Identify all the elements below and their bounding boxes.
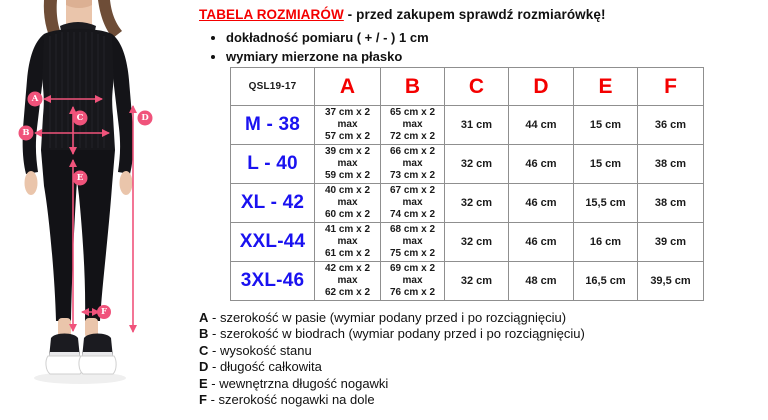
column-header-e: E [574, 68, 638, 106]
size-label: L - 40 [231, 145, 315, 184]
column-header-a: A [315, 68, 381, 106]
legend-letter: F [199, 392, 207, 408]
measurement-cell: 37 cm x 2 max 57 cm x 2 [315, 106, 381, 145]
legend-item-d [199, 359, 585, 375]
product-code-cell: QSL19-17 [231, 68, 315, 106]
sneaker-left [46, 334, 83, 375]
measurement-cell: 36 cm [638, 106, 704, 145]
notes-list [226, 28, 429, 66]
table-row [231, 184, 704, 223]
measurement-legend [199, 310, 585, 408]
measurement-cell: 32 cm [445, 145, 509, 184]
table-row [231, 262, 704, 301]
measurement-cell: 38 cm [638, 145, 704, 184]
legend-item-c [199, 343, 585, 359]
measurement-cell: 46 cm [509, 223, 574, 262]
measure-letter-c: C [76, 113, 84, 123]
column-header-b: B [381, 68, 445, 106]
measure-letter-e: E [76, 173, 84, 183]
table-row [231, 223, 704, 262]
column-header-c: C [445, 68, 509, 106]
measurement-cell: 48 cm [509, 262, 574, 301]
measure-letter-f: F [100, 307, 108, 317]
column-header-f: F [638, 68, 704, 106]
sweater-torso [40, 29, 116, 150]
column-header-d: D [509, 68, 574, 106]
table-row [231, 106, 704, 145]
measurement-cell: 15 cm [574, 106, 638, 145]
measurement-cell: 16,5 cm [574, 262, 638, 301]
legend-desc: - wewnętrzna długość nogawki [207, 375, 389, 391]
measure-badge-b [19, 126, 34, 141]
measure-badge-a [28, 92, 43, 107]
measurement-cell: 65 cm x 2 max 72 cm x 2 [381, 106, 445, 145]
legend-letter: E [199, 375, 208, 391]
size-label: XXL-44 [231, 223, 315, 262]
legend-desc: - szerokość w biodrach (wymiar podany przed i po rozciągnięciu) [208, 326, 585, 342]
measure-letter-d: D [141, 113, 149, 123]
measure-letter-b: B [22, 128, 30, 138]
size-label: M - 38 [231, 106, 315, 145]
sweater-sleeve-right [112, 34, 133, 174]
measurement-cell: 44 cm [509, 106, 574, 145]
measurement-cell: 46 cm [509, 184, 574, 223]
size-label: XL - 42 [231, 184, 315, 223]
hand-left [25, 171, 38, 195]
measurement-cell: 69 cm x 2 max 76 cm x 2 [381, 262, 445, 301]
measurement-cell: 32 cm [445, 184, 509, 223]
measurement-cell: 39 cm x 2 max 59 cm x 2 [315, 145, 381, 184]
legend-item-f [199, 392, 585, 408]
measurement-cell: 67 cm x 2 max 74 cm x 2 [381, 184, 445, 223]
measurement-cell: 16 cm [574, 223, 638, 262]
legend-letter: C [199, 342, 209, 358]
title-note: - przed zakupem sprawdź rozmiarówkę! [343, 7, 606, 22]
legend-letter: A [199, 310, 209, 325]
measurement-cell: 46 cm [509, 145, 574, 184]
legend-item-b [199, 326, 585, 342]
size-table [230, 67, 704, 301]
measure-badge-c [73, 111, 88, 126]
measurement-cell: 39 cm [638, 223, 704, 262]
legend-desc: - szerokość w pasie (wymiar podany przed i po rozciągnięciu) [208, 310, 567, 325]
measurement-cell: 39,5 cm [638, 262, 704, 301]
measurement-cell: 42 cm x 2 max 62 cm x 2 [315, 262, 381, 301]
legend-desc: - szerokość nogawki na dole [206, 392, 375, 408]
measurement-cell: 32 cm [445, 262, 509, 301]
table-row [231, 145, 704, 184]
measurement-cell: 15 cm [574, 145, 638, 184]
measurement-cell: 31 cm [445, 106, 509, 145]
legend-letter: B [199, 326, 209, 342]
measurement-cell: 32 cm [445, 223, 509, 262]
note-measurement-accuracy: • dokładność pomiaru ( + / - ) 1 cm [226, 28, 429, 47]
legend-desc: - wysokość stanu [208, 342, 312, 358]
measure-badge-d [138, 111, 153, 126]
legend-desc: - długość całkowita [208, 359, 322, 375]
page-title [199, 7, 606, 22]
hand-right [120, 171, 133, 195]
note-measured-flat: • wymiary mierzone na płasko [226, 47, 429, 66]
legend-item-a [199, 310, 585, 326]
measurement-cell: 66 cm x 2 max 73 cm x 2 [381, 145, 445, 184]
product-photo [0, 0, 180, 420]
sneaker-right [79, 334, 116, 375]
measurement-cell: 68 cm x 2 max 75 cm x 2 [381, 223, 445, 262]
measure-letter-a: A [31, 94, 39, 104]
measurement-cell: 41 cm x 2 max 61 cm x 2 [315, 223, 381, 262]
measure-badge-f [97, 305, 111, 319]
measurement-cell: 15,5 cm [574, 184, 638, 223]
size-label: 3XL-46 [231, 262, 315, 301]
table-header-row [231, 68, 704, 106]
title-highlight: TABELA ROZMIARÓW [199, 7, 344, 22]
measure-badge-e [73, 171, 88, 186]
measurement-cell: 38 cm [638, 184, 704, 223]
legend-item-e [199, 376, 585, 392]
model-measurement-figure [0, 0, 180, 420]
measurement-cell: 40 cm x 2 max 60 cm x 2 [315, 184, 381, 223]
legend-letter: D [199, 359, 209, 375]
